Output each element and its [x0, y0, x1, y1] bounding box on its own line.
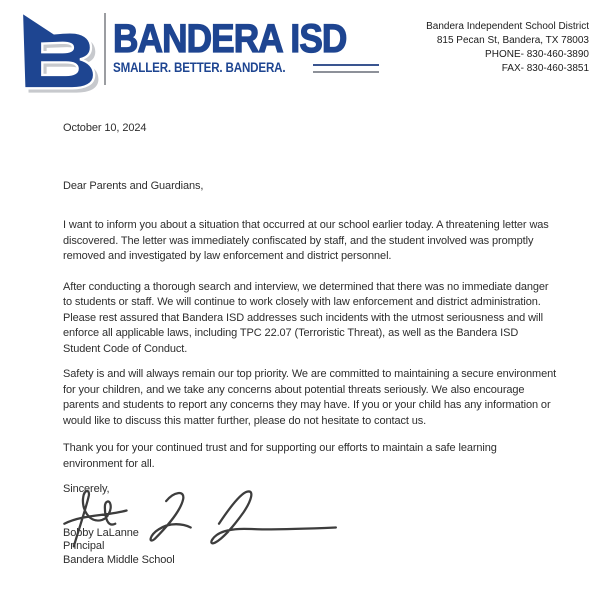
tagline-double-rule [313, 64, 379, 73]
logo-tagline: SMALLER. BETTER. BANDERA. [113, 60, 286, 75]
paragraph-1: I want to inform you about a situation that occurred at our school earlier today. A threatening letter was discovered. The letter was immediately confiscated by staff, and the student involved was promptly removed and investigated by law enforcement and district personnel. [63, 219, 549, 262]
paragraph-2: After conducting a thorough search and interview, we determined that there was no immediate danger to students or staff. We will continue to work closely with law enforcement and district administration. Please rest assured that Bandera ISD addresses such incidents with the utmost seriousness and will enforce all applicable laws, including TPC 22.07 (Terroristic Threat), as well as the Bandera ISD Student Code of Conduct. [63, 280, 549, 355]
contact-phone: PHONE- 830-460-3890 [485, 49, 589, 60]
contact-address: 815 Pecan St, Bandera, TX 78003 [436, 35, 589, 46]
letter-body [63, 121, 557, 567]
district-logo [14, 9, 379, 93]
logo-title: BANDERA ISD [113, 17, 347, 61]
contact-district-name: Bandera Independent School District [426, 21, 589, 32]
signer-name: Bobby LaLanne [63, 526, 139, 539]
paragraph-4: Thank you for your continued trust and for supporting our efforts to maintain a safe learning environment for all. [63, 442, 497, 470]
paragraph-3: Safety is and will always remain our top priority. We are committed to maintaining a secure environment for your children, and we take any concerns about potential threats seriously. We also encourage parents and students to report any concerns they may have. If you or your child has any information or would like to discuss this matter further, please do not hesitate to contact us. [63, 368, 557, 427]
signer-school: Bandera Middle School [63, 553, 175, 566]
salutation: Dear Parents and Guardians, [63, 179, 204, 192]
letterhead [14, 9, 589, 93]
logo-divider [104, 13, 106, 85]
logo-tagline-row [113, 59, 379, 77]
logo-text [113, 17, 379, 77]
logo-tagline-wrap [113, 59, 313, 77]
letter-date: October 10, 2024 [63, 122, 147, 134]
contact-fax: FAX- 830-460-3851 [501, 63, 589, 74]
closing: Sincerely, [63, 483, 110, 495]
bandera-b-flag-icon [14, 9, 102, 93]
signature-block [63, 527, 557, 568]
signer-title: Principal [63, 540, 105, 553]
district-contact-block [426, 20, 589, 93]
